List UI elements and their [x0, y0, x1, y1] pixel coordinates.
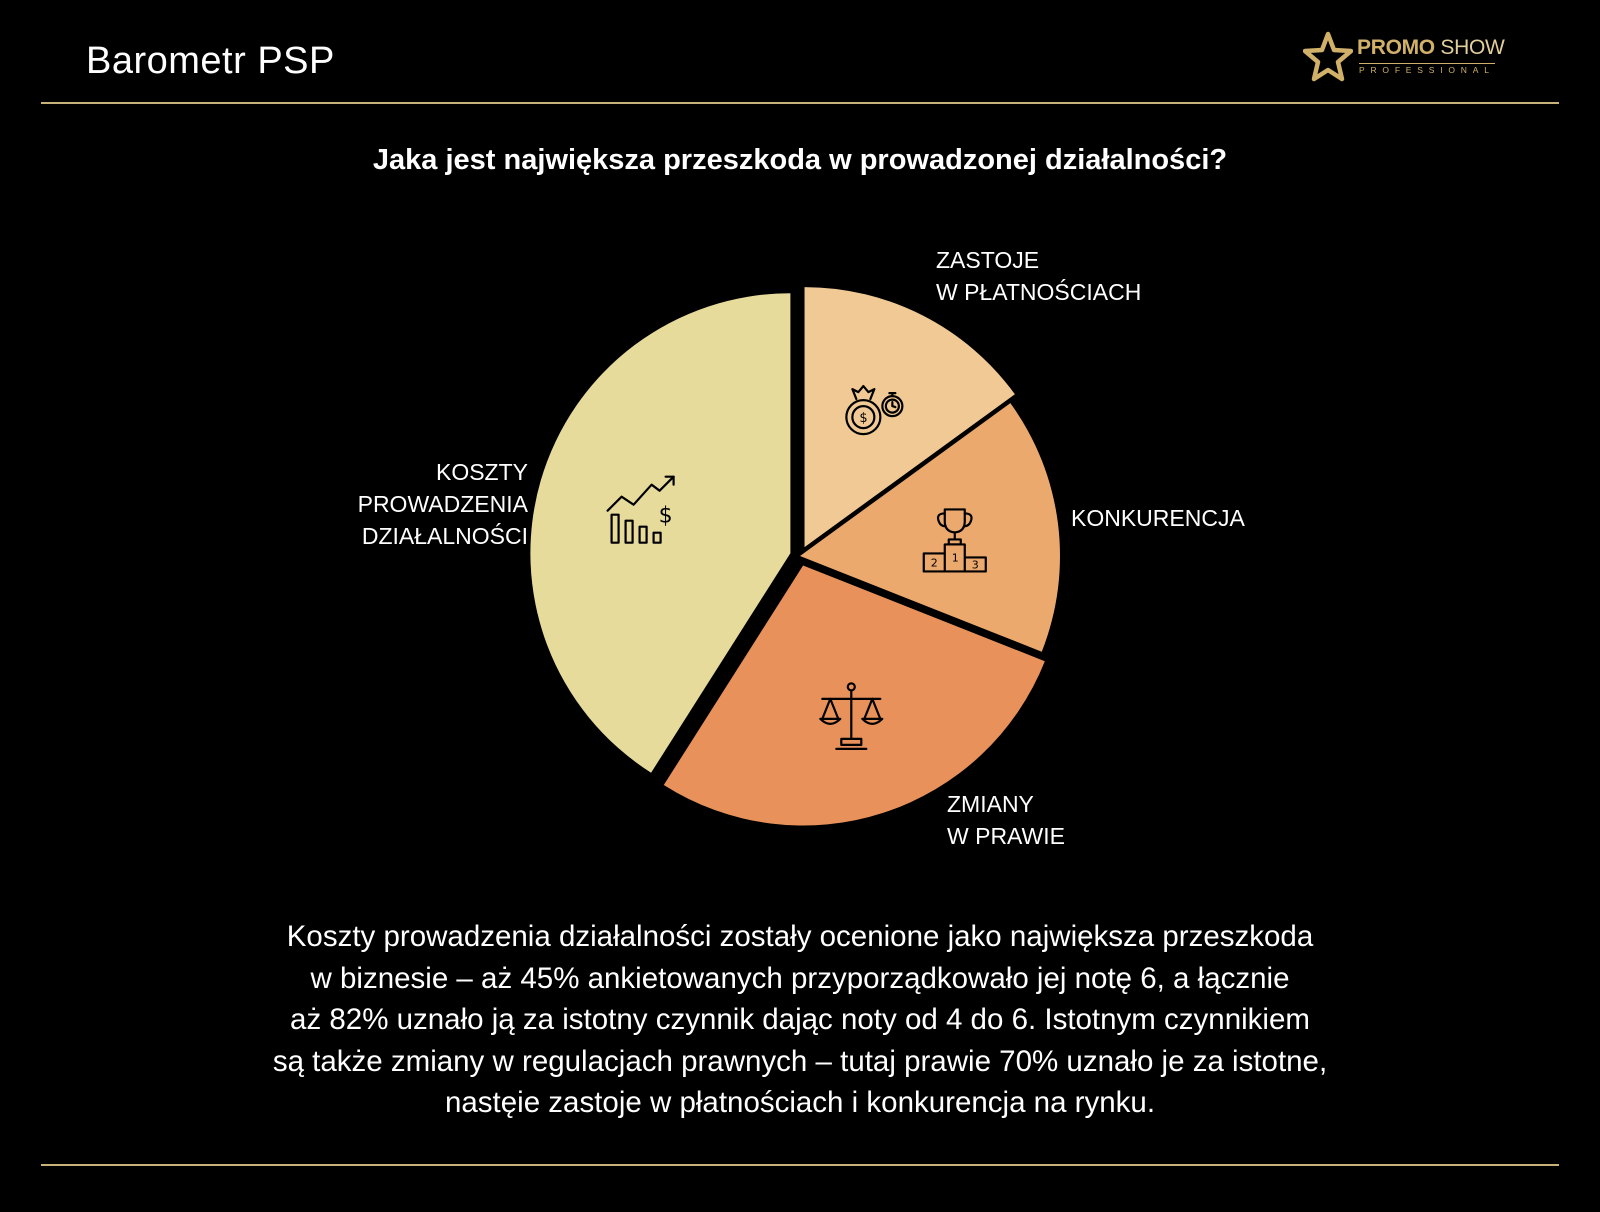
- logo-bold-text: PROMO: [1357, 36, 1435, 59]
- summary-line: Koszty prowadzenia działalności zostały ocenione jako największa przeszkoda: [286, 920, 1314, 953]
- svg-text:2: 2: [930, 556, 938, 570]
- svg-text:3: 3: [971, 558, 979, 572]
- slice-label-zastoje: [936, 244, 1141, 308]
- summary-line: nastęie zastoje w płatnościach i konkurencja na rynku.: [444, 1086, 1156, 1119]
- summary-line: w biznesie – aż 45% ankietowanych przyporządkowało jej notę 6, a łącznie: [310, 961, 1290, 995]
- svg-text:$: $: [859, 411, 868, 427]
- svg-text:$: $: [658, 503, 673, 529]
- summary-paragraph: [170, 916, 1430, 1124]
- slice-label-konkurencja: [1071, 502, 1245, 534]
- slice-label-line: PROWADZENIA: [357, 491, 528, 517]
- summary-line: są także zmiany w regulacjach prawnych – tutaj prawie 70% uznało je za istotne,: [272, 1044, 1328, 1078]
- chart-title: Jaka jest największa przeszkoda w prowadzonej działalności?: [372, 144, 1228, 176]
- slice-label-line: W PRAWIE: [947, 823, 1065, 849]
- logo-subtitle: PROFESSIONAL: [1359, 65, 1495, 75]
- slice-label-line: KONKURENCJA: [1071, 505, 1245, 531]
- slice-label-line: KOSZTY: [435, 459, 528, 485]
- logo-light-text: SHOW: [1440, 36, 1505, 59]
- slice-label-koszty: [290, 456, 528, 552]
- summary-line: aż 82% uznało ją za istotny czynnik dając noty od 4 do 6. Istotnym czynnikiem: [290, 1003, 1310, 1036]
- slice-label-line: ZASTOJE: [936, 247, 1040, 273]
- slice-label-zmiany: [947, 788, 1065, 852]
- svg-text:1: 1: [951, 551, 959, 565]
- footer-divider: [41, 1164, 1559, 1166]
- app-title: Barometr PSP: [86, 40, 335, 82]
- slice-label-line: W PŁATNOŚCIACH: [936, 279, 1142, 305]
- slice-label-line: DZIAŁALNOŚCI: [361, 523, 528, 549]
- slice-label-line: ZMIANY: [947, 791, 1034, 817]
